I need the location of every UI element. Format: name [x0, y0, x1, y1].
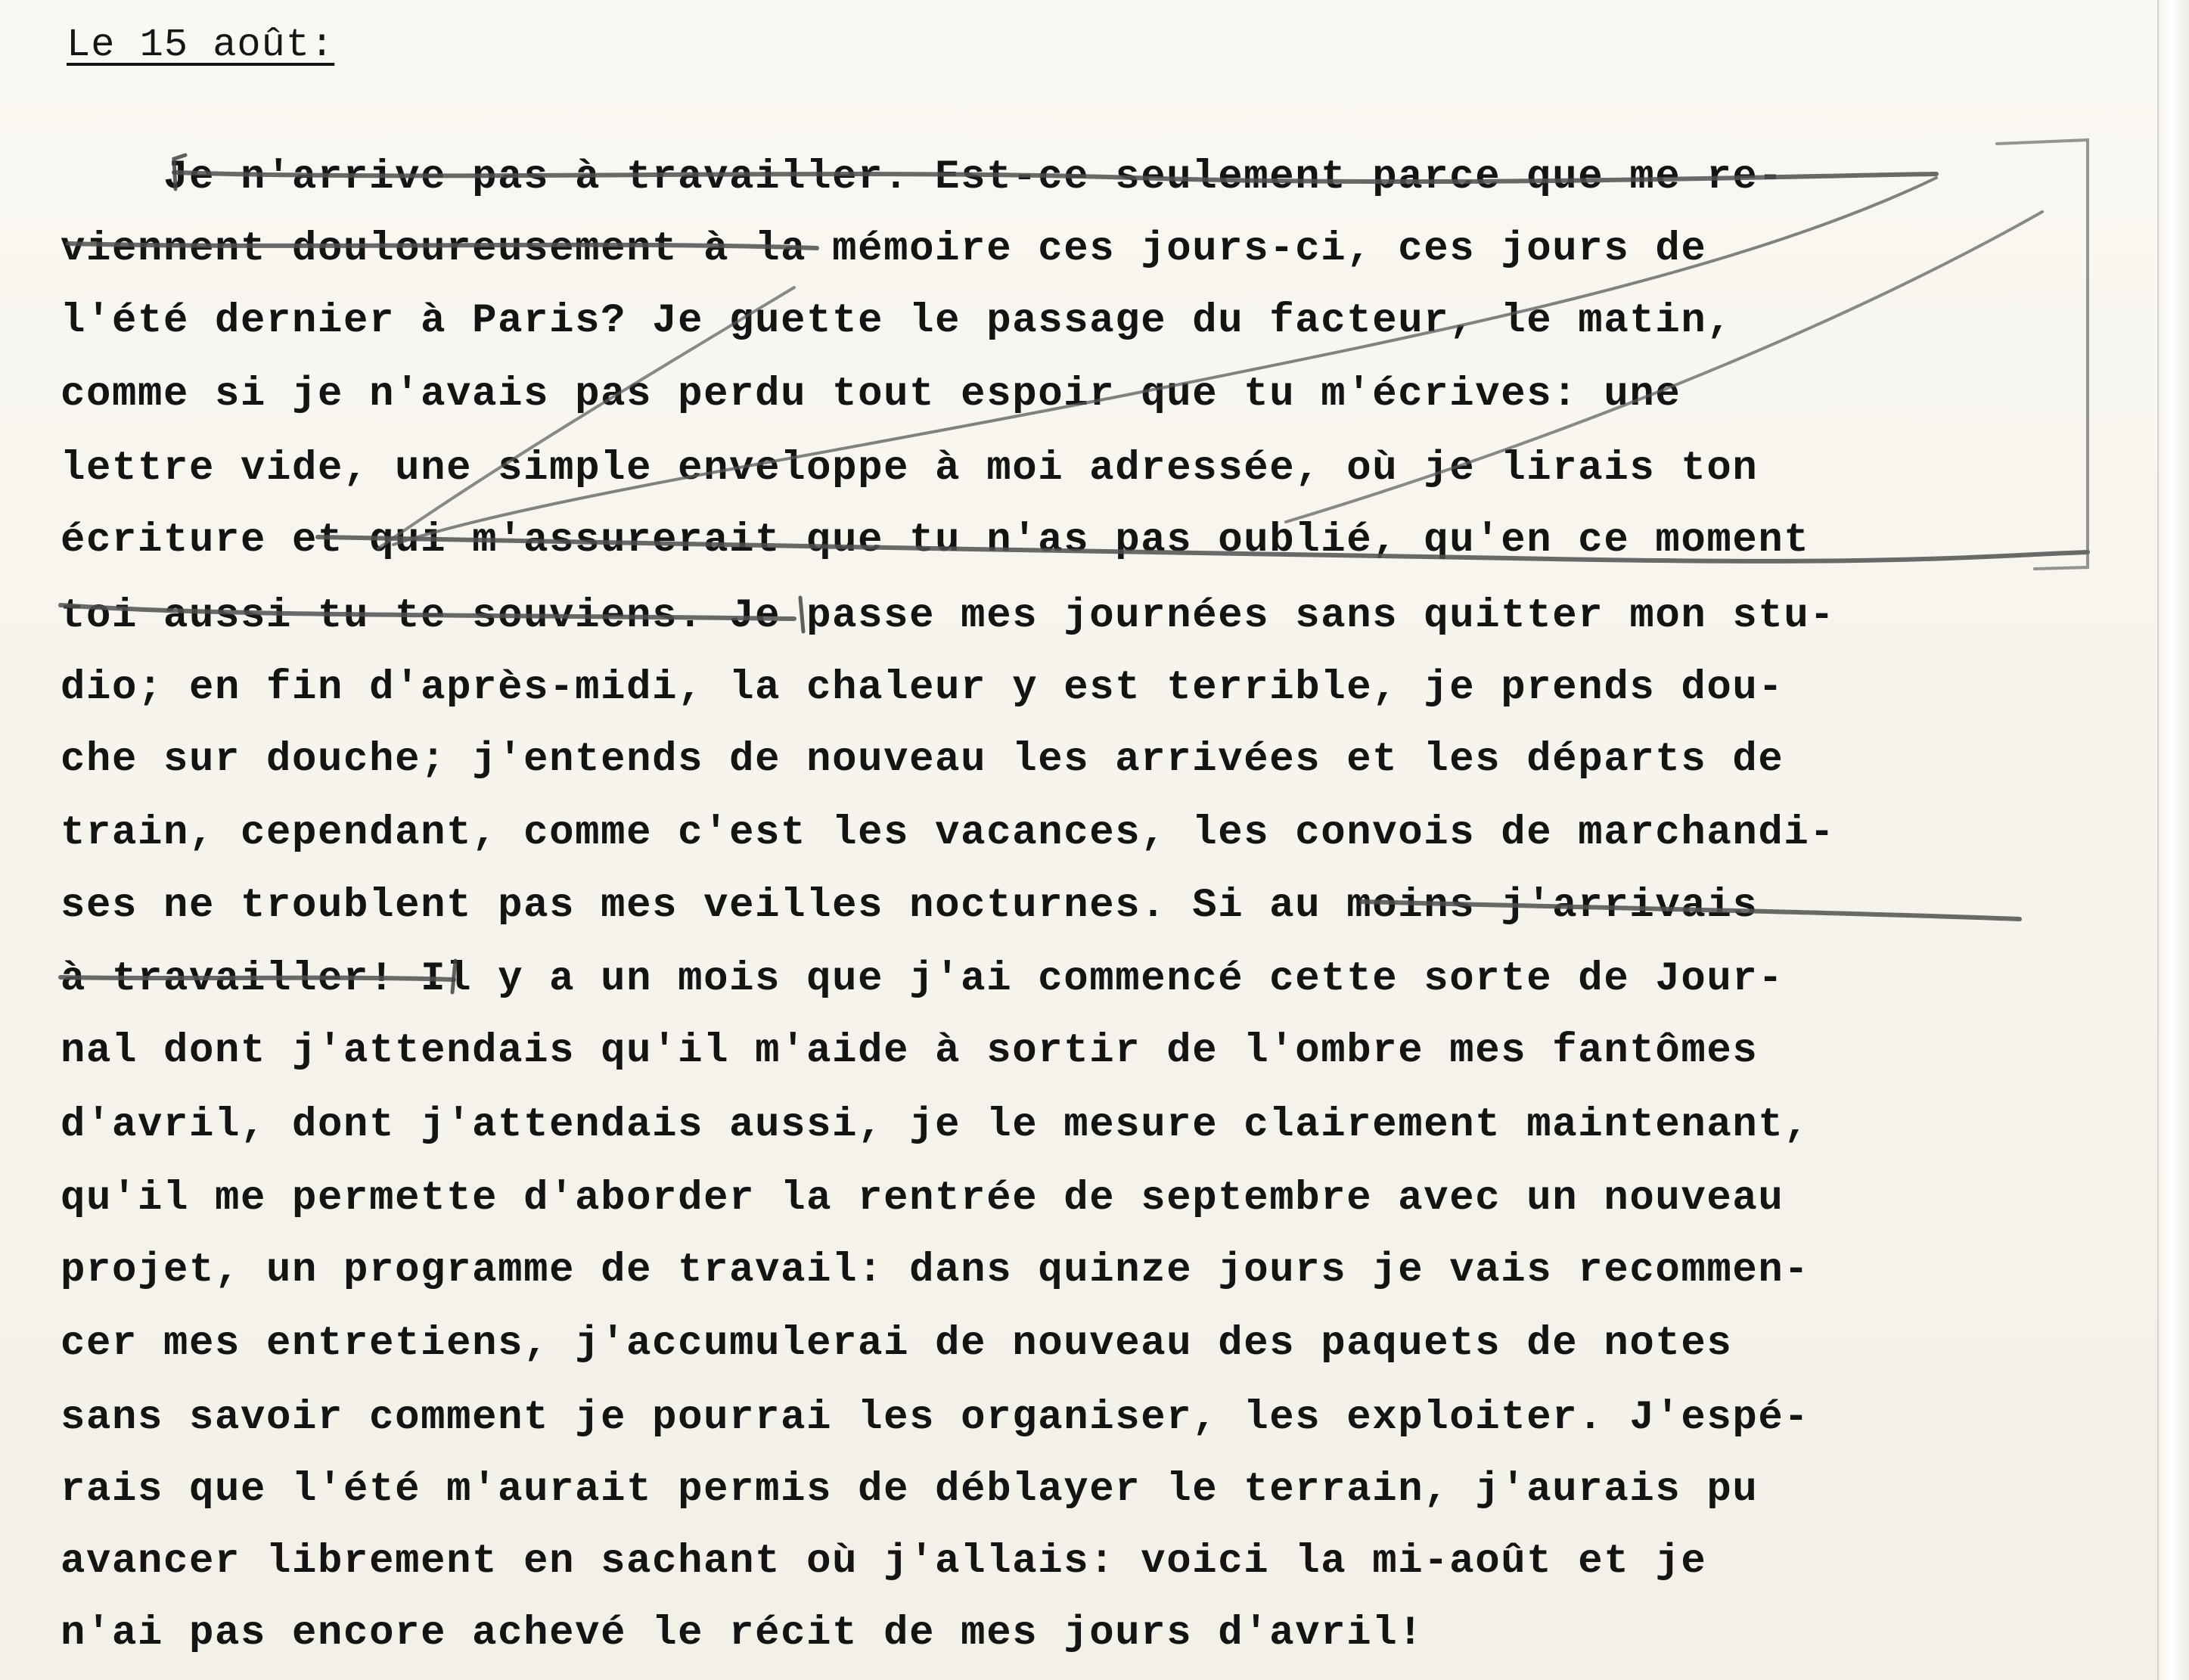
text-line: dio; en fin d'après-midi, la chaleur y est terrible, je prends dou- [61, 665, 1784, 711]
text-line: che sur douche; j'entends de nouveau les arrivées et les départs de [61, 737, 1784, 783]
text-line: qu'il me permette d'aborder la rentrée de septembre avec un nouveau [61, 1175, 1784, 1222]
text-line: à travailler! Il y a un mois que j'ai commencé cette sorte de Jour- [61, 956, 1784, 1002]
text-line: avancer librement en sachant où j'allais: voici la mi-août et je [61, 1539, 1707, 1585]
bracket-mark [1997, 140, 2088, 569]
text-line: Je n'arrive pas à travailler. Est-ce seulement parce que me re- [61, 154, 1784, 200]
text-line: n'ai pas encore achevé le récit de mes jours d'avril! [61, 1610, 1424, 1657]
text-line: cer mes entretiens, j'accumulerai de nouveau des paquets de notes [61, 1321, 1733, 1367]
text-line: rais que l'été m'aurait permis de déblayer le terrain, j'aurais pu [61, 1467, 1759, 1513]
text-line: viennent douloureusement à la mémoire ces jours-ci, ces jours de [61, 226, 1707, 272]
text-line: comme si je n'avais pas perdu tout espoir que tu m'écrives: une [61, 371, 1681, 418]
text-line: écriture et qui m'assurerait que tu n'as pas oublié, qu'en ce moment [61, 517, 1810, 564]
text-line: sans savoir comment je pourrai les organiser, les exploiter. J'espé- [61, 1395, 1810, 1441]
page-edge [2157, 0, 2189, 1680]
text-line: train, cependant, comme c'est les vacances, les convois de marchandi- [61, 810, 1836, 856]
text-line: l'été dernier à Paris? Je guette le passage du facteur, le matin, [61, 298, 1733, 344]
text-line: toi aussi tu te souviens. Je passe mes journées sans quitter mon stu- [61, 593, 1836, 639]
text-line: ses ne troublent pas mes veilles nocturnes. Si au moins j'arrivais [61, 883, 1759, 929]
text-line: lettre vide, une simple enveloppe à moi adressée, où je lirais ton [61, 446, 1759, 492]
text-line: projet, un programme de travail: dans quinze jours je vais recommen- [61, 1247, 1810, 1293]
text-line: nal dont j'attendais qu'il m'aide à sortir de l'ombre mes fantômes [61, 1028, 1759, 1074]
date-heading: Le 15 août: [67, 23, 335, 67]
text-line: d'avril, dont j'attendais aussi, je le mesure clairement maintenant, [61, 1102, 1810, 1148]
